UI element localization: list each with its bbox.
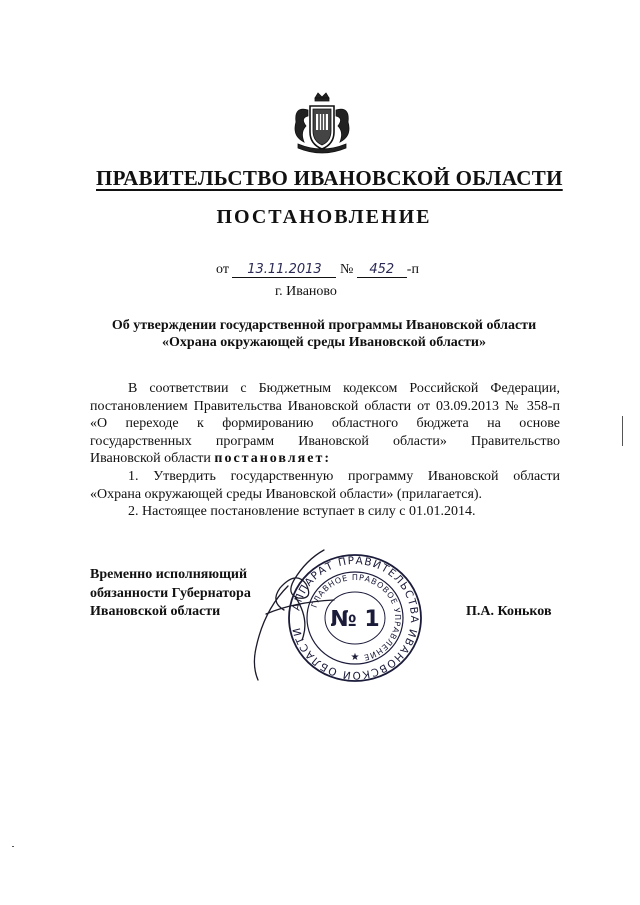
- body-line-text: Ивановской области: [90, 451, 211, 467]
- handwritten-signature: [236, 540, 356, 688]
- stamp-outer-text: АППАРАТ ПРАВИТЕЛЬСТВА ИВАНОВСКОЙ ОБЛАСТИ: [290, 554, 421, 682]
- stamp-inner-text: ГЛАВНОЕ ПРАВОВОЕ УПРАВЛЕНИЕ: [309, 572, 403, 663]
- document-date: 13.11.2013: [232, 263, 336, 278]
- issue-city: г. Иваново: [275, 284, 337, 299]
- scan-artifact: [12, 846, 14, 847]
- government-title: ПРАВИТЕЛЬСТВО ИВАНОВСКОЙ ОБЛАСТИ: [96, 166, 563, 190]
- body-item-2: 2. Настоящее постановление вступает в силу с 01.01.2014.: [128, 504, 476, 520]
- body-line: В соответствии с Бюджетным кодексом Российской Федерации,: [128, 381, 560, 396]
- document-type-title: ПОСТАНОВЛЕНИЕ: [216, 206, 432, 228]
- scan-artifact: [622, 416, 623, 446]
- document-body: [90, 380, 560, 521]
- number-suffix: -п: [406, 262, 419, 277]
- signatory-title-line: обязанности Губернатора: [90, 585, 251, 601]
- registration-line: [216, 262, 419, 278]
- subject-line-1: Об утверждении государственной программы Ивановской области: [111, 318, 537, 333]
- signatory-name: П.А. Коньков: [466, 604, 552, 619]
- resolves-keyword: постановляет:: [214, 451, 331, 467]
- svg-text:★: ★: [350, 652, 360, 663]
- signatory-title-line: Временно исполняющий: [90, 567, 248, 582]
- body-line: [90, 450, 560, 468]
- body-line: государственных программ Ивановской области» Правительство: [90, 433, 560, 449]
- subject-line-2: «Охрана окружающей среды Ивановской области»: [162, 335, 486, 350]
- number-label: №: [339, 262, 354, 277]
- body-line: «Охрана окружающей среды Ивановской области» (прилагается).: [90, 486, 483, 502]
- stamp-number: № 1: [330, 607, 380, 632]
- document-subject: [80, 317, 568, 351]
- body-line: постановлением Правительства Ивановской области от 03.09.2013 № 358-п: [90, 398, 560, 414]
- body-item-1: 1. Утвердить государственную программу Ивановской области: [128, 468, 560, 484]
- body-line: «О переходе к формированию областного бюджета на основе: [90, 416, 560, 432]
- signatory-title-line: Ивановской области: [90, 604, 221, 619]
- coat-of-arms-emblem: [288, 92, 356, 158]
- signatory-title: [90, 566, 251, 622]
- date-from-label: от: [216, 262, 229, 277]
- document-number: 452: [357, 263, 407, 278]
